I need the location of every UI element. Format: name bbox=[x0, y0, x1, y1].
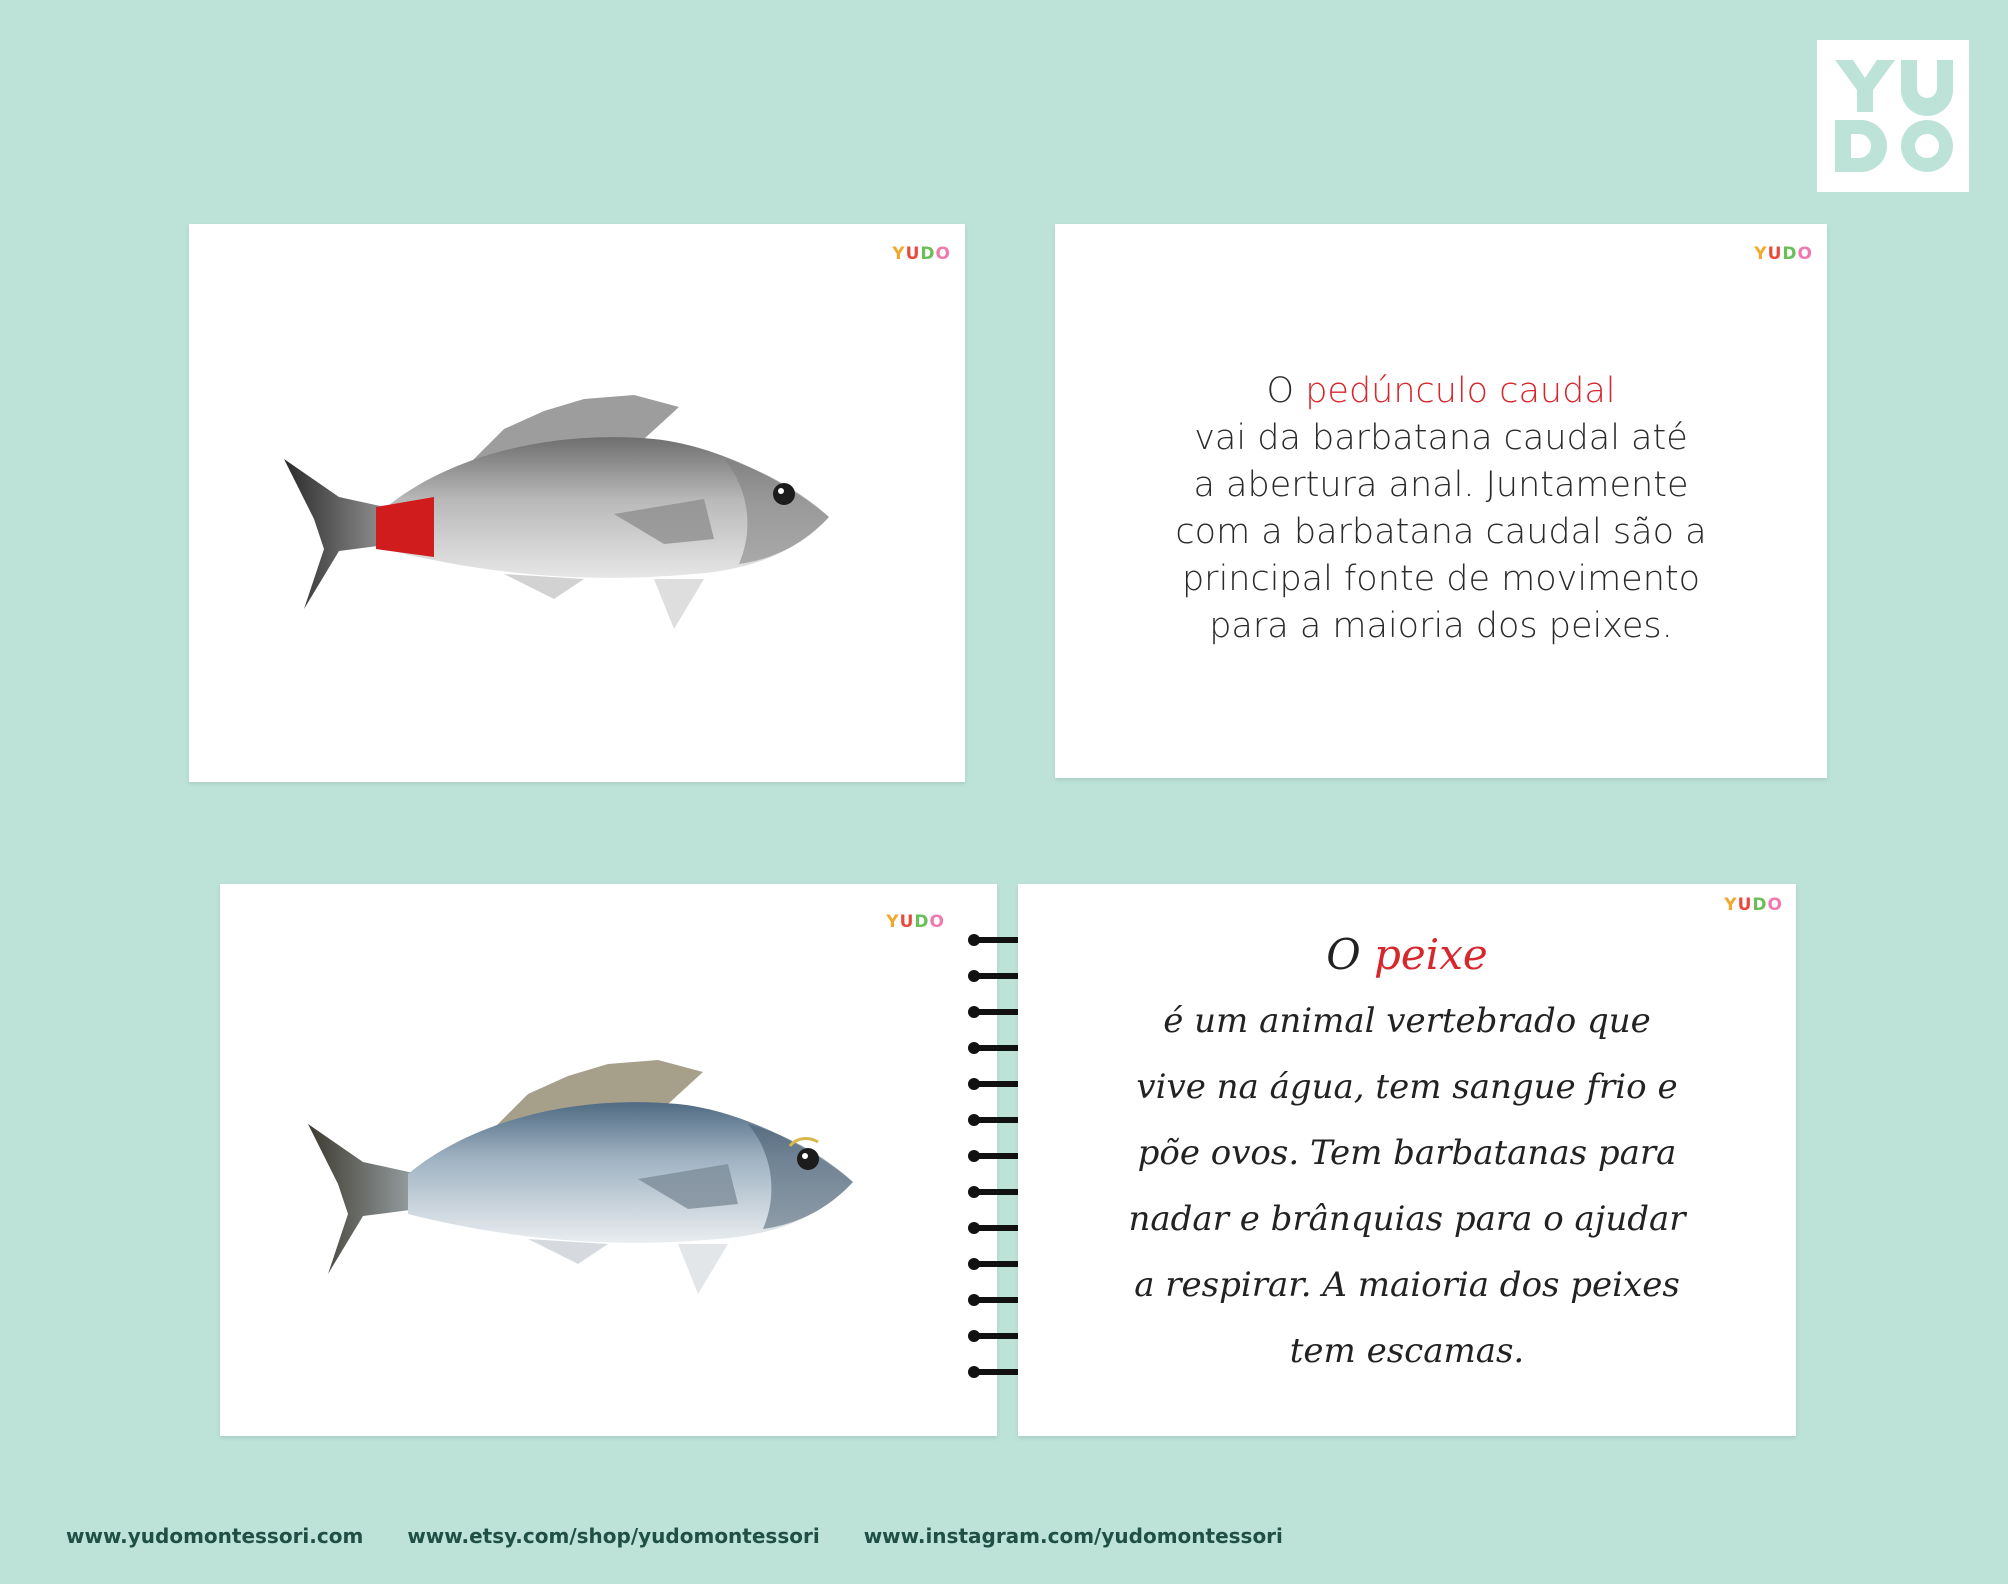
info-line: a abertura anal. Juntamente bbox=[1193, 465, 1689, 505]
brand-logo-block bbox=[1817, 40, 1969, 192]
text-card-cursive bbox=[1018, 884, 1796, 1436]
yudo-logo-icon bbox=[1831, 54, 1955, 178]
info-line: vai da barbatana caudal até bbox=[1194, 418, 1688, 458]
info-line: para a maioria dos peixes. bbox=[1209, 606, 1673, 646]
mini-logo-letter: U bbox=[905, 244, 921, 264]
etsy-link[interactable]: www.etsy.com/shop/yudomontessori bbox=[407, 1524, 820, 1548]
mini-logo bbox=[892, 246, 951, 263]
fish-grayscale-image bbox=[284, 369, 884, 659]
mini-logo-letter: Y bbox=[892, 244, 906, 264]
cursive-line: nadar e brânquias para o ajudar bbox=[1128, 1199, 1686, 1239]
info-card-text bbox=[1055, 368, 1827, 650]
text-card-info bbox=[1055, 224, 1827, 778]
title-prefix: O bbox=[1266, 371, 1295, 411]
website-link[interactable]: www.yudomontessori.com bbox=[66, 1524, 364, 1548]
title-prefix: O bbox=[1326, 930, 1361, 979]
cursive-line: põe ovos. Tem barbatanas para bbox=[1137, 1133, 1677, 1173]
image-card-highlight bbox=[189, 224, 965, 782]
cursive-card-text bbox=[1018, 922, 1796, 1384]
mini-logo bbox=[1724, 897, 1783, 914]
mini-logo-letter: O bbox=[935, 244, 951, 264]
mini-logo-letter: D bbox=[914, 912, 930, 932]
cursive-line: é um animal vertebrado que bbox=[1163, 1001, 1651, 1041]
mini-logo-letter: U bbox=[1767, 244, 1783, 264]
title-highlight: pedúnculo caudal bbox=[1305, 371, 1616, 411]
image-card-book-left bbox=[220, 884, 997, 1436]
cursive-line: vive na água, tem sangue frio e bbox=[1136, 1067, 1678, 1107]
instagram-link[interactable]: www.instagram.com/yudomontessori bbox=[863, 1524, 1283, 1548]
fish-color-image bbox=[308, 1034, 908, 1324]
cursive-card-title bbox=[1018, 922, 1796, 988]
mini-logo-letter: D bbox=[1752, 895, 1768, 915]
mini-logo-letter: U bbox=[899, 912, 915, 932]
mini-logo bbox=[886, 914, 945, 931]
mini-logo-letter: Y bbox=[1724, 895, 1738, 915]
mini-logo-letter: D bbox=[1782, 244, 1798, 264]
mini-logo-letter: O bbox=[929, 912, 945, 932]
mini-logo-letter: U bbox=[1737, 895, 1753, 915]
mini-logo-letter: O bbox=[1797, 244, 1813, 264]
cursive-line: a respirar. A maioria dos peixes bbox=[1134, 1265, 1680, 1305]
mini-logo-letter: Y bbox=[886, 912, 900, 932]
title-highlight: peixe bbox=[1374, 930, 1488, 979]
mini-logo bbox=[1754, 246, 1813, 263]
footer-links bbox=[66, 1524, 1283, 1548]
cursive-line: tem escamas. bbox=[1289, 1331, 1525, 1371]
info-line: principal fonte de movimento bbox=[1181, 559, 1701, 599]
info-line: com a barbatana caudal são a bbox=[1175, 512, 1707, 552]
info-card-title bbox=[1055, 368, 1827, 415]
mini-logo-letter: D bbox=[920, 244, 936, 264]
mini-logo-letter: O bbox=[1767, 895, 1783, 915]
mini-logo-letter: Y bbox=[1754, 244, 1768, 264]
